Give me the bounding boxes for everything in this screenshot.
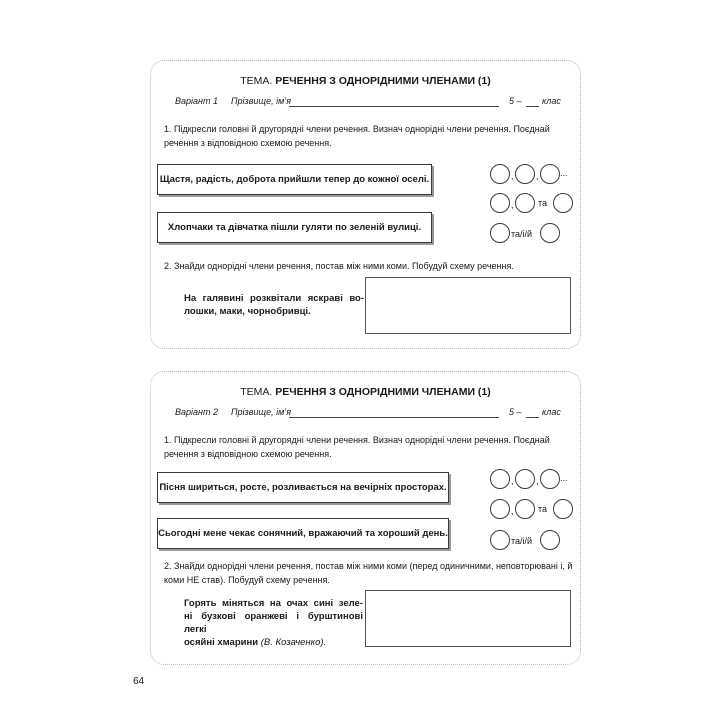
scheme-comma: , <box>511 171 514 181</box>
sentence-box-2[interactable] <box>157 212 432 243</box>
class-field[interactable] <box>526 106 539 107</box>
scheme-answer-box[interactable] <box>365 277 571 334</box>
scheme-comma: , <box>511 506 514 516</box>
scheme-comma: , <box>511 200 514 210</box>
scheme-circle <box>540 530 560 550</box>
scheme-ellipsis: ... <box>560 473 568 483</box>
scheme-circle <box>515 469 535 489</box>
name-label: Прізвище, ім’я <box>231 407 292 417</box>
scheme-conjunction: та <box>538 198 548 208</box>
scheme-circle <box>490 499 510 519</box>
class-field[interactable] <box>526 417 539 418</box>
class-prefix: 5 – <box>509 96 522 106</box>
class-label: клас <box>542 96 561 106</box>
scheme-circle <box>540 469 560 489</box>
scheme-conjunction: та/і/й <box>511 229 533 239</box>
scheme-circle <box>490 164 510 184</box>
paragraph-line: Горять міняться на очах сині зеле- <box>184 598 363 609</box>
scheme-comma: , <box>511 476 514 486</box>
scheme-circle <box>490 223 510 243</box>
paragraph-line: лошки, маки, чорнобривці. <box>184 306 311 317</box>
sentence-1-text: Щастя, радість, доброта прийшли тепер до кожної оселі. <box>159 174 430 185</box>
scheme-circle <box>553 193 573 213</box>
name-label: Прізвище, ім’я <box>231 96 292 106</box>
sentence-box-1[interactable] <box>157 164 432 195</box>
paragraph-line: На галявині розквітали яскраві во- <box>184 293 364 304</box>
scheme-conjunction: та/і/й <box>511 536 533 546</box>
task-1-instruction: 1. Підкресли головні й другорядні члени речення. Визнач однорідні члени речення. Поєднай речення з відповідною схемою речення. <box>164 435 550 459</box>
paragraph-author: (В. Козаченко). <box>260 637 327 648</box>
sentence-2-text: Сьогодні мене чекає сонячний, вражаючий та хороший день. <box>158 528 448 539</box>
title-main: РЕЧЕННЯ З ОДНОРІДНИМИ ЧЛЕНАМИ (1) <box>275 75 491 87</box>
sentence-box-2[interactable] <box>157 518 449 549</box>
card-title <box>151 386 580 398</box>
scheme-circle <box>515 499 535 519</box>
title-main: РЕЧЕННЯ З ОДНОРІДНИМИ ЧЛЕНАМИ (1) <box>275 386 491 398</box>
exercise-paragraph <box>184 292 364 318</box>
worksheet-card-variant-2 <box>150 371 581 665</box>
sentence-2-text: Хлопчаки та дівчатка пішли гуляти по зеленій вулиці. <box>167 222 422 233</box>
class-prefix: 5 – <box>509 407 522 417</box>
task-2-instruction: 2. Знайди однорідні члени речення, постав між ними коми (перед одиничними, неповторювані і, й коми НЕ став). Побудуй схему речення. <box>164 561 573 585</box>
paragraph-line: осяйні хмарини <box>184 637 259 648</box>
scheme-circle <box>540 164 560 184</box>
scheme-circle <box>490 530 510 550</box>
task-1-instruction: 1. Підкресли головні й другорядні члени речення. Визнач однорідні члени речення. Поєднай речення з відповідною схемою речення. <box>164 124 550 148</box>
sentence-box-1[interactable] <box>157 472 449 503</box>
paragraph-line-last <box>184 636 363 649</box>
title-prefix: ТЕМА. <box>240 386 273 398</box>
scheme-comma: , <box>536 171 539 181</box>
scheme-circle <box>515 193 535 213</box>
page-number: 64 <box>133 676 145 687</box>
scheme-answer-box[interactable] <box>365 590 571 647</box>
variant-label: Варіант 1 <box>175 96 218 106</box>
task-2-instruction: 2. Знайди однорідні члени речення, постав між ними коми. Побудуй схему речення. <box>164 261 514 271</box>
name-field[interactable] <box>289 106 499 107</box>
scheme-circle <box>515 164 535 184</box>
card-title <box>151 75 580 87</box>
class-label: клас <box>542 407 561 417</box>
variant-label: Варіант 2 <box>175 407 218 417</box>
sentence-1-text: Пісня шириться, росте, розливається на вечірніх просторах. <box>159 482 447 493</box>
scheme-circle <box>553 499 573 519</box>
title-prefix: ТЕМА. <box>240 75 273 87</box>
scheme-circle <box>490 193 510 213</box>
paragraph-line: ні бузкові оранжеві і бурштинові легкі <box>184 611 363 635</box>
scheme-circle <box>540 223 560 243</box>
name-field[interactable] <box>289 417 499 418</box>
scheme-circle <box>490 469 510 489</box>
worksheet-card-variant-1 <box>150 60 581 349</box>
exercise-paragraph <box>184 597 363 649</box>
scheme-ellipsis: ... <box>560 168 568 178</box>
scheme-conjunction: та <box>538 504 548 514</box>
scheme-comma: , <box>536 476 539 486</box>
